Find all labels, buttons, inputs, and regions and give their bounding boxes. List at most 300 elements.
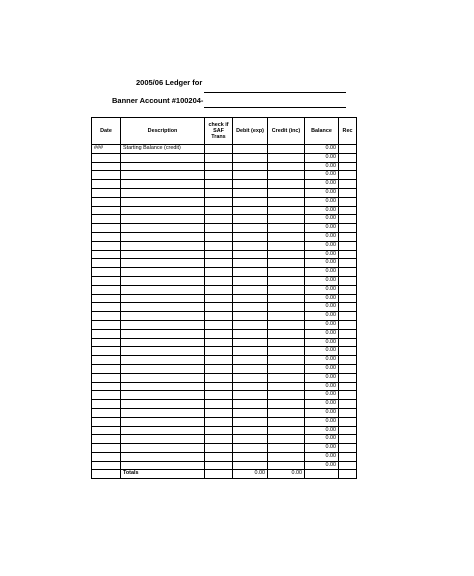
totals-row xyxy=(92,470,357,479)
date-cell[interactable] xyxy=(92,373,121,382)
rec-cell[interactable] xyxy=(339,452,357,461)
description-cell[interactable] xyxy=(121,206,205,215)
saf-cell[interactable] xyxy=(205,188,233,197)
debit-cell[interactable] xyxy=(233,188,268,197)
saf-cell[interactable] xyxy=(205,400,233,409)
balance-cell: 0.00 xyxy=(305,338,339,347)
description-cell[interactable] xyxy=(121,276,205,285)
description-cell[interactable] xyxy=(121,435,205,444)
description-cell[interactable] xyxy=(121,347,205,356)
debit-cell[interactable] xyxy=(233,312,268,321)
credit-cell[interactable] xyxy=(268,356,305,365)
table-row xyxy=(92,400,357,409)
description-cell[interactable] xyxy=(121,153,205,162)
col-balance: Balance xyxy=(305,118,339,145)
saf-cell[interactable] xyxy=(205,435,233,444)
credit-cell[interactable] xyxy=(268,188,305,197)
description-cell[interactable] xyxy=(121,400,205,409)
date-cell[interactable] xyxy=(92,364,121,373)
col-description: Description xyxy=(121,118,205,145)
date-cell[interactable] xyxy=(92,329,121,338)
rec-cell[interactable] xyxy=(339,408,357,417)
balance-cell: 0.00 xyxy=(305,329,339,338)
debit-cell[interactable] xyxy=(233,338,268,347)
date-cell[interactable] xyxy=(92,444,121,453)
date-cell[interactable] xyxy=(92,171,121,180)
ledger-title: 2005/06 Ledger for xyxy=(136,78,203,87)
credit-cell[interactable] xyxy=(268,197,305,206)
date-cell[interactable] xyxy=(92,347,121,356)
rec-cell[interactable] xyxy=(339,312,357,321)
description-cell[interactable] xyxy=(121,215,205,224)
table-row xyxy=(92,276,357,285)
credit-cell[interactable] xyxy=(268,444,305,453)
balance-cell: 0.00 xyxy=(305,391,339,400)
description-cell[interactable] xyxy=(121,320,205,329)
balance-cell: 0.00 xyxy=(305,285,339,294)
credit-cell[interactable] xyxy=(268,347,305,356)
debit-cell[interactable] xyxy=(233,250,268,259)
description-cell[interactable] xyxy=(121,303,205,312)
rec-cell[interactable] xyxy=(339,145,357,154)
balance-cell: 0.00 xyxy=(305,162,339,171)
credit-cell[interactable] xyxy=(268,162,305,171)
debit-cell[interactable] xyxy=(233,206,268,215)
date-cell[interactable] xyxy=(92,435,121,444)
saf-cell[interactable] xyxy=(205,373,233,382)
description-cell[interactable] xyxy=(121,259,205,268)
rec-cell[interactable] xyxy=(339,215,357,224)
credit-cell[interactable] xyxy=(268,285,305,294)
credit-cell[interactable] xyxy=(268,320,305,329)
table-row xyxy=(92,320,357,329)
credit-cell[interactable] xyxy=(268,180,305,189)
date-cell[interactable] xyxy=(92,391,121,400)
totals-label: Totals xyxy=(121,470,205,479)
rec-cell[interactable] xyxy=(339,338,357,347)
description-cell[interactable] xyxy=(121,188,205,197)
table-row xyxy=(92,224,357,233)
balance-cell: 0.00 xyxy=(305,215,339,224)
rec-cell[interactable] xyxy=(339,435,357,444)
table-row xyxy=(92,435,357,444)
table-row xyxy=(92,232,357,241)
date-cell[interactable] xyxy=(92,241,121,250)
balance-cell: 0.00 xyxy=(305,188,339,197)
table-row xyxy=(92,391,357,400)
totals-credit: 0.00 xyxy=(268,470,305,479)
debit-cell[interactable] xyxy=(233,224,268,233)
balance-cell: 0.00 xyxy=(305,452,339,461)
description-cell[interactable] xyxy=(121,426,205,435)
balance-cell: 0.00 xyxy=(305,382,339,391)
rec-cell[interactable] xyxy=(339,224,357,233)
date-cell[interactable] xyxy=(92,215,121,224)
table-row xyxy=(92,162,357,171)
rec-cell[interactable] xyxy=(339,391,357,400)
table-row xyxy=(92,188,357,197)
credit-cell[interactable] xyxy=(268,435,305,444)
rec-cell[interactable] xyxy=(339,373,357,382)
date-cell[interactable] xyxy=(92,232,121,241)
debit-cell[interactable] xyxy=(233,303,268,312)
date-cell[interactable] xyxy=(92,206,121,215)
credit-cell[interactable] xyxy=(268,364,305,373)
description-cell[interactable] xyxy=(121,250,205,259)
date-cell[interactable] xyxy=(92,400,121,409)
col-credit: Credit (inc) xyxy=(268,118,305,145)
rec-cell[interactable] xyxy=(339,162,357,171)
table-row xyxy=(92,364,357,373)
table-row xyxy=(92,145,357,154)
debit-cell[interactable] xyxy=(233,435,268,444)
description-cell[interactable] xyxy=(121,329,205,338)
table-row xyxy=(92,329,357,338)
saf-cell[interactable] xyxy=(205,215,233,224)
rec-cell[interactable] xyxy=(339,426,357,435)
debit-cell[interactable] xyxy=(233,153,268,162)
table-row xyxy=(92,417,357,426)
debit-cell[interactable] xyxy=(233,444,268,453)
table-row xyxy=(92,356,357,365)
saf-cell[interactable] xyxy=(205,347,233,356)
balance-cell: 0.00 xyxy=(305,206,339,215)
saf-cell[interactable] xyxy=(205,452,233,461)
credit-cell[interactable] xyxy=(268,373,305,382)
balance-cell: 0.00 xyxy=(305,241,339,250)
balance-cell: 0.00 xyxy=(305,400,339,409)
balance-cell: 0.00 xyxy=(305,145,339,154)
saf-cell[interactable] xyxy=(205,329,233,338)
saf-cell[interactable] xyxy=(205,241,233,250)
table-row xyxy=(92,461,357,470)
date-cell[interactable] xyxy=(92,320,121,329)
table-row xyxy=(92,285,357,294)
credit-cell[interactable] xyxy=(268,206,305,215)
saf-cell[interactable] xyxy=(205,197,233,206)
balance-cell: 0.00 xyxy=(305,435,339,444)
description-cell[interactable] xyxy=(121,373,205,382)
balance-cell: 0.00 xyxy=(305,444,339,453)
description-cell[interactable] xyxy=(121,312,205,321)
saf-cell[interactable] xyxy=(205,356,233,365)
date-cell[interactable] xyxy=(92,294,121,303)
table-row xyxy=(92,197,357,206)
date-cell[interactable] xyxy=(92,408,121,417)
saf-cell[interactable] xyxy=(205,162,233,171)
debit-cell[interactable] xyxy=(233,417,268,426)
description-cell[interactable] xyxy=(121,364,205,373)
saf-cell[interactable] xyxy=(205,303,233,312)
balance-cell: 0.00 xyxy=(305,408,339,417)
rec-cell[interactable] xyxy=(339,329,357,338)
description-cell[interactable] xyxy=(121,285,205,294)
date-cell[interactable] xyxy=(92,426,121,435)
credit-cell[interactable] xyxy=(268,171,305,180)
credit-cell[interactable] xyxy=(268,329,305,338)
date-cell[interactable] xyxy=(92,180,121,189)
rec-cell[interactable] xyxy=(339,259,357,268)
date-cell[interactable] xyxy=(92,162,121,171)
date-cell[interactable] xyxy=(92,268,121,277)
credit-cell[interactable] xyxy=(268,417,305,426)
table-row xyxy=(92,215,357,224)
description-cell[interactable] xyxy=(121,162,205,171)
credit-cell[interactable] xyxy=(268,259,305,268)
saf-cell[interactable] xyxy=(205,259,233,268)
credit-cell[interactable] xyxy=(268,241,305,250)
credit-cell[interactable] xyxy=(268,400,305,409)
balance-cell: 0.00 xyxy=(305,268,339,277)
balance-cell: 0.00 xyxy=(305,153,339,162)
date-cell[interactable] xyxy=(92,259,121,268)
credit-cell[interactable] xyxy=(268,232,305,241)
rec-cell[interactable] xyxy=(339,444,357,453)
debit-cell[interactable] xyxy=(233,285,268,294)
description-cell[interactable] xyxy=(121,417,205,426)
date-cell[interactable] xyxy=(92,285,121,294)
balance-cell: 0.00 xyxy=(305,303,339,312)
saf-cell[interactable] xyxy=(205,145,233,154)
saf-cell[interactable] xyxy=(205,364,233,373)
saf-cell[interactable] xyxy=(205,294,233,303)
description-cell[interactable] xyxy=(121,408,205,417)
col-date: Date xyxy=(92,118,121,145)
rec-cell[interactable] xyxy=(339,320,357,329)
saf-cell[interactable] xyxy=(205,338,233,347)
date-cell[interactable] xyxy=(92,276,121,285)
balance-cell: 0.00 xyxy=(305,373,339,382)
rec-cell[interactable] xyxy=(339,171,357,180)
table-row xyxy=(92,268,357,277)
date-cell[interactable] xyxy=(92,356,121,365)
balance-cell: 0.00 xyxy=(305,171,339,180)
saf-cell[interactable] xyxy=(205,426,233,435)
balance-cell: 0.00 xyxy=(305,312,339,321)
credit-cell[interactable] xyxy=(268,426,305,435)
debit-cell[interactable] xyxy=(233,408,268,417)
table-row xyxy=(92,259,357,268)
debit-cell[interactable] xyxy=(233,276,268,285)
debit-cell[interactable] xyxy=(233,294,268,303)
table-row xyxy=(92,444,357,453)
debit-cell[interactable] xyxy=(233,347,268,356)
table-row xyxy=(92,426,357,435)
rec-cell[interactable] xyxy=(339,303,357,312)
rec-cell[interactable] xyxy=(339,232,357,241)
credit-cell[interactable] xyxy=(268,338,305,347)
description-cell[interactable] xyxy=(121,180,205,189)
saf-cell[interactable] xyxy=(205,232,233,241)
table-row xyxy=(92,250,357,259)
debit-cell[interactable] xyxy=(233,382,268,391)
date-cell[interactable] xyxy=(92,197,121,206)
saf-cell[interactable] xyxy=(205,206,233,215)
description-cell[interactable] xyxy=(121,268,205,277)
debit-cell[interactable] xyxy=(233,452,268,461)
saf-cell[interactable] xyxy=(205,382,233,391)
description-cell[interactable]: Starting Balance (credit) xyxy=(121,145,205,154)
date-cell[interactable] xyxy=(92,224,121,233)
date-cell[interactable]: ### xyxy=(92,145,121,154)
rec-cell[interactable] xyxy=(339,382,357,391)
credit-cell[interactable] xyxy=(268,391,305,400)
saf-cell[interactable] xyxy=(205,285,233,294)
credit-cell[interactable] xyxy=(268,294,305,303)
description-cell[interactable] xyxy=(121,232,205,241)
rec-cell[interactable] xyxy=(339,268,357,277)
description-cell[interactable] xyxy=(121,197,205,206)
description-cell[interactable] xyxy=(121,444,205,453)
description-cell[interactable] xyxy=(121,294,205,303)
debit-cell[interactable] xyxy=(233,215,268,224)
credit-cell[interactable] xyxy=(268,452,305,461)
rec-cell[interactable] xyxy=(339,285,357,294)
rec-cell[interactable] xyxy=(339,347,357,356)
description-cell[interactable] xyxy=(121,224,205,233)
table-row xyxy=(92,347,357,356)
debit-cell[interactable] xyxy=(233,162,268,171)
table-row xyxy=(92,303,357,312)
debit-cell[interactable] xyxy=(233,400,268,409)
rec-cell[interactable] xyxy=(339,364,357,373)
debit-cell[interactable] xyxy=(233,391,268,400)
table-row xyxy=(92,241,357,250)
saf-cell[interactable] xyxy=(205,180,233,189)
saf-cell[interactable] xyxy=(205,320,233,329)
credit-cell[interactable] xyxy=(268,312,305,321)
credit-cell[interactable] xyxy=(268,145,305,154)
saf-cell[interactable] xyxy=(205,391,233,400)
debit-cell[interactable] xyxy=(233,259,268,268)
col-rec: Rec xyxy=(339,118,357,145)
rec-cell[interactable] xyxy=(339,180,357,189)
date-cell[interactable] xyxy=(92,188,121,197)
balance-cell: 0.00 xyxy=(305,250,339,259)
debit-cell[interactable] xyxy=(233,232,268,241)
description-cell[interactable] xyxy=(121,338,205,347)
rec-cell[interactable] xyxy=(339,461,357,470)
saf-cell[interactable] xyxy=(205,153,233,162)
saf-cell[interactable] xyxy=(205,461,233,470)
balance-cell: 0.00 xyxy=(305,417,339,426)
balance-cell: 0.00 xyxy=(305,232,339,241)
rec-cell[interactable] xyxy=(339,417,357,426)
table-row xyxy=(92,452,357,461)
balance-cell: 0.00 xyxy=(305,320,339,329)
debit-cell[interactable] xyxy=(233,171,268,180)
debit-cell[interactable] xyxy=(233,461,268,470)
date-cell[interactable] xyxy=(92,338,121,347)
debit-cell[interactable] xyxy=(233,241,268,250)
date-cell[interactable] xyxy=(92,250,121,259)
description-cell[interactable] xyxy=(121,382,205,391)
debit-cell[interactable] xyxy=(233,426,268,435)
saf-cell[interactable] xyxy=(205,312,233,321)
rec-cell[interactable] xyxy=(339,206,357,215)
balance-cell: 0.00 xyxy=(305,426,339,435)
ledger-header-row xyxy=(92,118,357,145)
date-cell[interactable] xyxy=(92,303,121,312)
balance-cell: 0.00 xyxy=(305,364,339,373)
table-row xyxy=(92,153,357,162)
rec-cell[interactable] xyxy=(339,153,357,162)
date-cell[interactable] xyxy=(92,312,121,321)
date-cell[interactable] xyxy=(92,452,121,461)
rec-cell[interactable] xyxy=(339,356,357,365)
rec-cell[interactable] xyxy=(339,197,357,206)
debit-cell[interactable] xyxy=(233,197,268,206)
saf-cell[interactable] xyxy=(205,224,233,233)
balance-cell: 0.00 xyxy=(305,294,339,303)
rec-cell[interactable] xyxy=(339,400,357,409)
description-cell[interactable] xyxy=(121,461,205,470)
credit-cell[interactable] xyxy=(268,215,305,224)
saf-cell[interactable] xyxy=(205,444,233,453)
rec-cell[interactable] xyxy=(339,276,357,285)
balance-cell: 0.00 xyxy=(305,347,339,356)
date-cell[interactable] xyxy=(92,382,121,391)
credit-cell[interactable] xyxy=(268,382,305,391)
account-underline xyxy=(204,107,346,108)
col-debit: Debit (exp) xyxy=(233,118,268,145)
rec-cell[interactable] xyxy=(339,241,357,250)
description-cell[interactable] xyxy=(121,391,205,400)
saf-cell[interactable] xyxy=(205,268,233,277)
table-row xyxy=(92,408,357,417)
date-cell[interactable] xyxy=(92,417,121,426)
debit-cell[interactable] xyxy=(233,268,268,277)
credit-cell[interactable] xyxy=(268,268,305,277)
rec-cell[interactable] xyxy=(339,294,357,303)
rec-cell[interactable] xyxy=(339,188,357,197)
description-cell[interactable] xyxy=(121,452,205,461)
description-cell[interactable] xyxy=(121,241,205,250)
credit-cell[interactable] xyxy=(268,276,305,285)
debit-cell[interactable] xyxy=(233,145,268,154)
credit-cell[interactable] xyxy=(268,224,305,233)
debit-cell[interactable] xyxy=(233,320,268,329)
saf-cell[interactable] xyxy=(205,408,233,417)
col-saf: check if SAF Trans xyxy=(205,118,233,145)
credit-cell[interactable] xyxy=(268,250,305,259)
debit-cell[interactable] xyxy=(233,364,268,373)
debit-cell[interactable] xyxy=(233,356,268,365)
credit-cell[interactable] xyxy=(268,408,305,417)
balance-cell: 0.00 xyxy=(305,461,339,470)
saf-cell[interactable] xyxy=(205,276,233,285)
description-cell[interactable] xyxy=(121,171,205,180)
saf-cell[interactable] xyxy=(205,171,233,180)
table-row xyxy=(92,373,357,382)
debit-cell[interactable] xyxy=(233,180,268,189)
balance-cell: 0.00 xyxy=(305,356,339,365)
credit-cell[interactable] xyxy=(268,153,305,162)
rec-cell[interactable] xyxy=(339,250,357,259)
credit-cell[interactable] xyxy=(268,303,305,312)
debit-cell[interactable] xyxy=(233,373,268,382)
date-cell[interactable] xyxy=(92,461,121,470)
saf-cell[interactable] xyxy=(205,417,233,426)
table-row xyxy=(92,338,357,347)
saf-cell[interactable] xyxy=(205,250,233,259)
debit-cell[interactable] xyxy=(233,329,268,338)
balance-cell: 0.00 xyxy=(305,180,339,189)
date-cell[interactable] xyxy=(92,153,121,162)
description-cell[interactable] xyxy=(121,356,205,365)
credit-cell[interactable] xyxy=(268,461,305,470)
table-row xyxy=(92,294,357,303)
